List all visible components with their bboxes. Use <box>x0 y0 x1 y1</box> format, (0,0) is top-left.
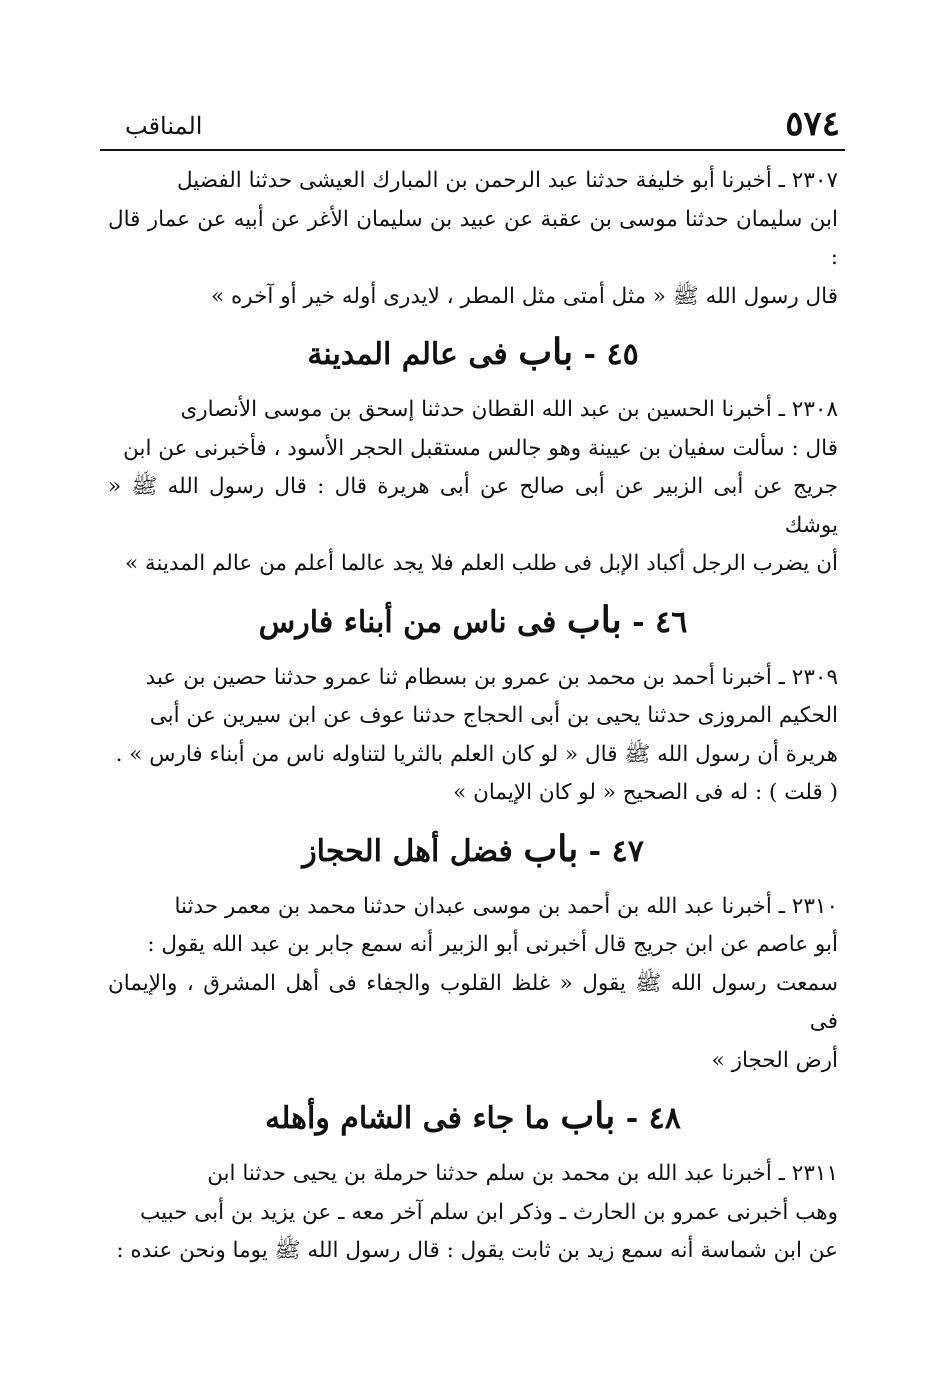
hadith-line: ٢٣١١ ـ أخبرنا عبد الله بن محمد بن سلم حدثنا حرملة بن يحيى حدثنا ابن <box>207 1161 838 1186</box>
chapter-title: فى ناس من أبناء فارس <box>258 604 557 640</box>
hadith-line: عن ابن شماسة أنه سمع زيد بن ثابت يقول : قال رسول الله ﷺ يوما ونحن عنده : <box>116 1238 838 1263</box>
hadith-line: أرض الحجاز » <box>711 1047 838 1073</box>
hadith-line: قال رسول الله ﷺ « مثل أمتى مثل المطر ، لايدرى أوله خير أو آخره » <box>211 283 838 309</box>
hadith-2309 <box>108 659 838 813</box>
hadith-line: ٢٣٠٧ ـ أخبرنا أبو خليفة حدثنا عبد الرحمن بن المبارك العيشى حدثنا الفضيل <box>176 168 838 193</box>
chapter-title: ما جاء فى الشام وأهله <box>265 1101 550 1136</box>
chapter-title: فضل أهل الحجاز <box>302 833 513 869</box>
hadith-line: وهب أخبرنى عمرو بن الحارث ـ وذكر ابن سلم آخر معه ـ عن يزيد بن أبى حبيب <box>139 1199 838 1225</box>
hadith-2310 <box>108 888 838 1081</box>
hadith-line: ٢٣١٠ ـ أخبرنا عبد الله بن أحمد بن موسى عبدان حدثنا محمد بن معمر حدثنا <box>174 893 838 919</box>
hadith-2307 <box>108 162 838 316</box>
hadith-line: جريج عن أبى الزبير عن أبى صالح عن أبى هريرة قال : قال رسول الله ﷺ « يوشك <box>108 474 838 538</box>
page-content <box>108 162 838 1271</box>
chapter-bab-label: باب <box>566 598 622 641</box>
chapter-heading-46: ٤٦ - باب فى ناس من أبناء فارس <box>258 598 688 641</box>
running-header <box>105 100 840 148</box>
hadith-line: الحكيم المروزى حدثنا يحيى بن أبى الحجاج حدثنا عوف عن ابن سيرين عن أبى <box>149 703 838 728</box>
hadith-line: ٢٣٠٨ ـ أخبرنا الحسين بن عبد الله القطان حدثنا إسحق بن موسى الأنصارى <box>180 397 838 422</box>
chapter-bab-label: باب <box>523 827 579 870</box>
chapter-bab-label: باب <box>560 1095 616 1137</box>
chapter-number: ٤٦ <box>655 604 688 640</box>
chapter-title: فى عالم المدينة <box>307 337 508 372</box>
hadith-line: ابن سليمان حدثنا موسى بن عقبة عن عبيد بن سليمان الأغر عن أبيه عن عمار قال : <box>108 206 838 270</box>
chapter-number: ٤٧ <box>611 833 644 869</box>
hadith-line: سمعت رسول الله ﷺ يقول « غلظ القلوب والجفاء فى أهل المشرق ، والإيمان فى <box>108 970 838 1034</box>
hadith-2308 <box>108 391 838 584</box>
chapter-number: ٤٥ <box>606 337 639 372</box>
hadith-2311 <box>108 1155 838 1271</box>
hadith-line: هريرة أن رسول الله ﷺ قال « لو كان العلم بالثريا لتناوله ناس من أبناء فارس » . <box>115 741 838 767</box>
page-number: ٥٧٤ <box>785 104 840 144</box>
hadith-line: قال : سألت سفيان بن عيينة وهو جالس مستقبل الحجر الأسود ، فأخبرنى عن ابن <box>123 435 838 461</box>
chapter-heading-47: ٤٧ - باب فضل أهل الحجاز <box>302 827 644 870</box>
chapter-bab-label: باب <box>518 331 574 373</box>
header-rule <box>100 149 845 151</box>
hadith-line: أن يضرب الرجل أكباد الإبل فى طلب العلم فلا يجد عالما أعلم من عالم المدينة » <box>124 551 838 576</box>
hadith-line: أبو عاصم عن ابن جريج قال أخبرنى أبو الزبير أنه سمع جابر بن عبد الله يقول : <box>147 932 838 957</box>
hadith-line: ٢٣٠٩ ـ أخبرنا أحمد بن محمد بن عمرو بن بسطام ثنا عمرو حدثنا حصين بن عبد <box>145 664 838 690</box>
hadith-line: ( قلت ) : له فى الصحيح « لو كان الإيمان » <box>453 780 838 805</box>
chapter-number: ٤٨ <box>648 1101 681 1136</box>
section-title: المناقب <box>125 112 203 140</box>
chapter-heading-48: ٤٨ - باب ما جاء فى الشام وأهله <box>265 1095 681 1137</box>
chapter-heading-45: ٤٥ - باب فى عالم المدينة <box>307 331 639 373</box>
